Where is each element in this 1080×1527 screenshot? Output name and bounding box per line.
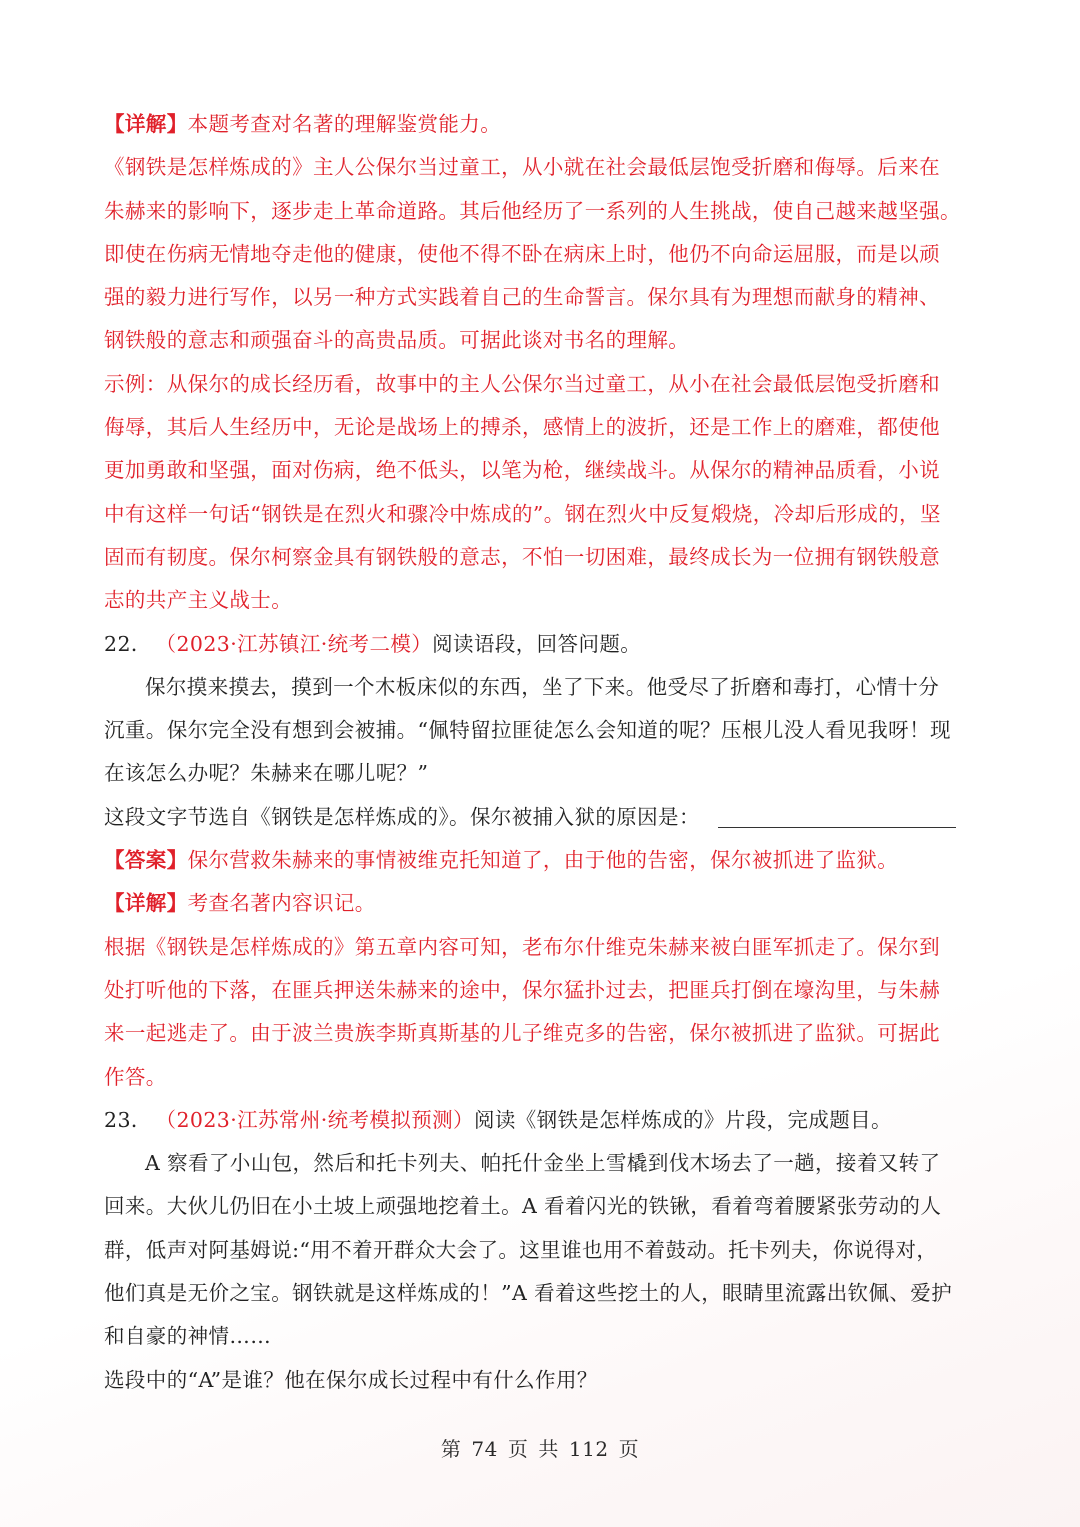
explanation-line: 根据《钢铁是怎样炼成的》第五章内容可知，老布尔什维克朱赫来被白匪军抓走了。保尔到 [104,934,940,959]
page-footer [0,1433,1080,1462]
explanation-line: 强的毅力进行写作，以另一种方式实践着自己的生命誓言。保尔具有为理想而献身的精神、 [104,285,940,310]
example-line: 固而有韧度。保尔柯察金具有钢铁般的意志，不怕一切困难，最终成长为一位拥有钢铁般意 [104,544,940,569]
question-prompt: 阅读《钢铁是怎样炼成的》片段，完成题目。 [473,1107,892,1132]
passage-line: 沉重。保尔完全没有想到会被捕。“佩特留拉匪徒怎么会知道的呢？压根儿没人看见我呀！现 [104,718,951,743]
question-23-heading [104,1099,976,1142]
footer-suffix: 页 [618,1437,640,1461]
footer-total-label: 共 [538,1437,559,1461]
explanation-line: 《钢铁是怎样炼成的》主人公保尔当过童工，从小就在社会最低层饱受折磨和侮辱。后来在 [104,155,940,180]
question-22-text-line [104,796,976,839]
question-prompt: 阅读语段，回答问题。 [432,631,642,656]
passage-line: A 察看了小山包，然后和托卡列夫、帕托什金坐上雪橇到伐木场去了一趟，接着又转了 [145,1151,941,1176]
explanation-line: 作答。 [104,1064,167,1089]
page-content [104,103,976,1402]
question-text: 这段文字节选自《钢铁是怎样炼成的》。保尔被捕入狱的原因是： [104,804,700,829]
answer-line [104,839,976,882]
question-number: 23． [104,1107,152,1132]
example-line: 示例：从保尔的成长经历看，故事中的主人公保尔当过童工，从小在社会最低层饱受折磨和 [104,371,940,396]
total-page-count: 112 [568,1437,609,1461]
detail-label: 【详解】 [104,891,188,916]
passage-line: 和自豪的神情…… [104,1324,272,1349]
example-line: 中有这样一句话“钢铁是在烈火和骤冷中炼成的”。钢在烈火中反复煅烧，冷却后形成的，坚 [104,501,941,526]
question-source: （2023·江苏镇江·统考二模） [165,631,433,656]
question-22-heading [104,623,976,666]
example-line: 侮辱，其后人生经历中，无论是战场上的搏杀，感情上的波折，还是工作上的磨难，都使他 [104,415,940,440]
detail-heading-line [104,103,976,146]
question-23-text: 选段中的“A”是谁？他在保尔成长过程中有什么作用？ [104,1367,598,1392]
explanation-line: 即使在伤病无情地夺走他的健康，使他不得不卧在病床上时，他仍不向命运屈服，而是以顽 [104,241,940,266]
passage-line: 回来。大伙儿仍旧在小土坡上顽强地挖着土。A 看着闪光的铁锹，看着弯着腰紧张劳动的人 [104,1194,942,1219]
example-line: 更加勇敢和坚强，面对伤病，绝不低头，以笔为枪，继续战斗。从保尔的精神品质看，小说 [104,458,940,483]
passage-line: 保尔摸来摸去，摸到一个木板床似的东西，坐了下来。他受尽了折磨和毒打，心情十分 [145,674,940,699]
answer-label: 【答案】 [104,848,188,873]
passage-line: 在该怎么办呢？朱赫来在哪儿呢？” [104,761,429,786]
question-source: （2023·江苏常州·统考模拟预测） [165,1107,474,1132]
detail-heading-line [104,882,976,925]
detail-text: 考查名著内容识记。 [187,891,376,916]
passage-line: 他们真是无价之宝。钢铁就是这样炼成的！”A 看着这些挖土的人，眼睛里流露出钦佩、爱护 [104,1281,953,1306]
detail-text: 本题考查对名著的理解鉴赏能力。 [187,112,502,136]
footer-prefix: 第 [440,1437,462,1461]
detail-label: 【详解】 [104,112,188,136]
answer-text: 保尔营救朱赫来的事情被维克托知道了，由于他的告密，保尔被抓进了监狱。 [187,848,899,873]
current-page-number: 74 [471,1437,498,1461]
answer-blank [718,805,956,828]
explanation-line: 钢铁般的意志和顽强奋斗的高贵品质。可据此谈对书名的理解。 [104,328,690,353]
explanation-line: 来一起逃走了。由于波兰贵族李斯真斯基的儿子维克多的告密，保尔被抓进了监狱。可据此 [104,1021,940,1046]
example-line: 志的共产主义战士。 [104,588,293,613]
explanation-line: 朱赫来的影响下，逐步走上革命道路。其后他经历了一系列的人生挑战，使自己越来越坚强。 [104,198,961,223]
question-number: 22． [104,631,152,656]
footer-page-label: 页 [507,1437,529,1461]
passage-line: 群，低声对阿基姆说:“用不着开群众大会了。这里谁也用不着鼓动。托卡列夫，你说得对， [104,1237,938,1262]
explanation-line: 处打听他的下落，在匪兵押送朱赫来的途中，保尔猛扑过去，把匪兵打倒在壕沟里，与朱赫 [104,977,940,1002]
